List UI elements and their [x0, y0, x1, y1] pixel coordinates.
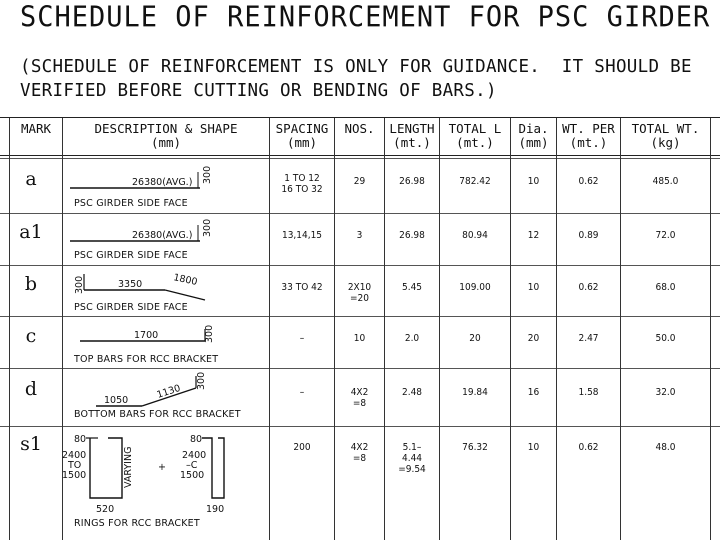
subtitle-line-1: (SCHEDULE OF REINFORCEMENT IS ONLY FOR GUIDANCE. IT SHOULD BE — [20, 57, 692, 77]
wt-per-cell: 1.58 — [578, 387, 599, 398]
nos-cell: 29 — [353, 176, 366, 187]
row-mark: b — [24, 273, 38, 295]
row-divider — [0, 265, 720, 266]
nos-cell: 2X10 =20 — [347, 282, 372, 304]
header-length: LENGTH (mt.) — [389, 121, 435, 150]
bar-shape-cranked — [96, 372, 226, 412]
header-wt-per: WT. PER (mt.) — [562, 121, 615, 150]
dia-cell: 10 — [527, 282, 540, 293]
shape-dimension: VARYING — [123, 446, 134, 488]
spacing-cell: – — [299, 333, 305, 344]
page-title: SCHEDULE OF REINFORCEMENT FOR PSC GIRDER — [20, 1, 711, 34]
shape-dimension: 300 — [74, 275, 85, 294]
length-cell: 5.1– 4.44 =9.54 — [398, 442, 426, 475]
plus-sign: + — [158, 462, 166, 473]
nos-cell: 4X2 =8 — [350, 387, 369, 409]
dia-cell: 12 — [527, 230, 540, 241]
spacing-cell: 13,14,15 — [281, 230, 323, 241]
length-cell: 2.48 — [401, 387, 423, 398]
shape-caption: TOP BARS FOR RCC BRACKET — [74, 354, 219, 365]
shape-caption: BOTTOM BARS FOR RCC BRACKET — [74, 409, 241, 420]
shape-dimension-line: 2400 –C 1500 — [180, 450, 207, 481]
total-wt-cell: 72.0 — [655, 230, 676, 241]
header-total-l: TOTAL L (mt.) — [448, 121, 502, 150]
wt-per-cell: 0.62 — [578, 282, 599, 293]
table-top-border — [0, 117, 720, 118]
total-wt-cell: 48.0 — [655, 442, 676, 453]
header-description: DESCRIPTION & SHAPE (mm) — [94, 121, 238, 150]
shape-dimension: 1050 — [104, 395, 129, 406]
shape-dimension: 80 — [74, 434, 87, 445]
shape-dimension: 26380(AVG.) — [132, 230, 193, 241]
shape-dimension: 3350 — [118, 279, 143, 290]
dia-cell: 16 — [527, 387, 540, 398]
header-total-wt: TOTAL WT. (kg) — [631, 121, 700, 150]
wt-per-cell: 2.47 — [578, 333, 599, 344]
spacing-cell: 33 TO 42 — [281, 282, 323, 293]
total-l-cell: 109.00 — [459, 282, 491, 293]
shape-dimension: 26380(AVG.) — [132, 177, 193, 188]
shape-dimension: 300 — [202, 218, 213, 237]
row-divider — [0, 213, 720, 214]
header-bottom-border — [0, 155, 720, 156]
row-mark: a1 — [19, 221, 43, 243]
shape-caption: PSC GIRDER SIDE FACE — [74, 302, 188, 313]
total-wt-cell: 68.0 — [655, 282, 676, 293]
row-divider — [0, 316, 720, 317]
nos-cell: 3 — [356, 230, 363, 241]
total-l-cell: 20 — [469, 333, 481, 344]
nos-cell: 4X2 =8 — [350, 442, 369, 464]
shape-dimension: 1800 — [172, 272, 199, 288]
shape-caption: PSC GIRDER SIDE FACE — [74, 198, 188, 209]
spacing-cell: – — [299, 387, 305, 398]
length-cell: 26.98 — [399, 176, 425, 187]
row-mark: a — [25, 168, 37, 190]
shape-dimension: 80 — [190, 434, 203, 445]
row-mark: d — [24, 378, 38, 400]
subtitle-line-2: VERIFIED BEFORE CUTTING OR BENDING OF BARS.) — [20, 81, 497, 101]
row-mark: s1 — [20, 433, 42, 455]
dia-cell: 10 — [527, 442, 540, 453]
header-dia: Dia. (mm) — [518, 121, 549, 150]
shape-dimension: 300 — [196, 371, 207, 390]
row-mark: c — [25, 325, 37, 347]
length-cell: 26.98 — [399, 230, 425, 241]
header-spacing: SPACING (mm) — [275, 121, 329, 150]
nos-cell: 10 — [353, 333, 366, 344]
spacing-cell: 1 TO 12 16 TO 32 — [281, 173, 323, 195]
total-wt-cell: 485.0 — [652, 176, 679, 187]
shape-dimension: 520 — [96, 504, 115, 515]
row-divider — [0, 426, 720, 427]
row-divider — [0, 368, 720, 369]
shape-dimension-line: 2400 TO 1500 — [62, 450, 87, 481]
wt-per-cell: 0.62 — [578, 176, 599, 187]
shape-dimension: 1700 — [134, 330, 159, 341]
shape-caption: RINGS FOR RCC BRACKET — [74, 518, 200, 529]
total-wt-cell: 50.0 — [655, 333, 676, 344]
shape-dimension: 1130 — [155, 382, 182, 401]
total-l-cell: 19.84 — [462, 387, 488, 398]
shape-dimension: 300 — [202, 165, 213, 184]
total-l-cell: 80.94 — [462, 230, 488, 241]
dia-cell: 20 — [527, 333, 540, 344]
ring-shape — [62, 430, 267, 520]
bar-shape-hook — [80, 325, 230, 355]
shape-dimension: 190 — [206, 504, 225, 515]
wt-per-cell: 0.62 — [578, 442, 599, 453]
total-wt-cell: 32.0 — [655, 387, 676, 398]
total-l-cell: 76.32 — [462, 442, 488, 453]
dia-cell: 10 — [527, 176, 540, 187]
header-nos: NOS. — [344, 121, 375, 136]
header-double-border — [0, 158, 720, 159]
total-l-cell: 782.42 — [459, 176, 491, 187]
column-divider — [710, 118, 711, 540]
shape-dimension: 300 — [204, 324, 215, 343]
shape-caption: PSC GIRDER SIDE FACE — [74, 250, 188, 261]
length-cell: 5.45 — [401, 282, 423, 293]
header-mark: MARK — [20, 121, 52, 136]
wt-per-cell: 0.89 — [578, 230, 599, 241]
length-cell: 2.0 — [404, 333, 420, 344]
spacing-cell: 200 — [293, 442, 311, 453]
